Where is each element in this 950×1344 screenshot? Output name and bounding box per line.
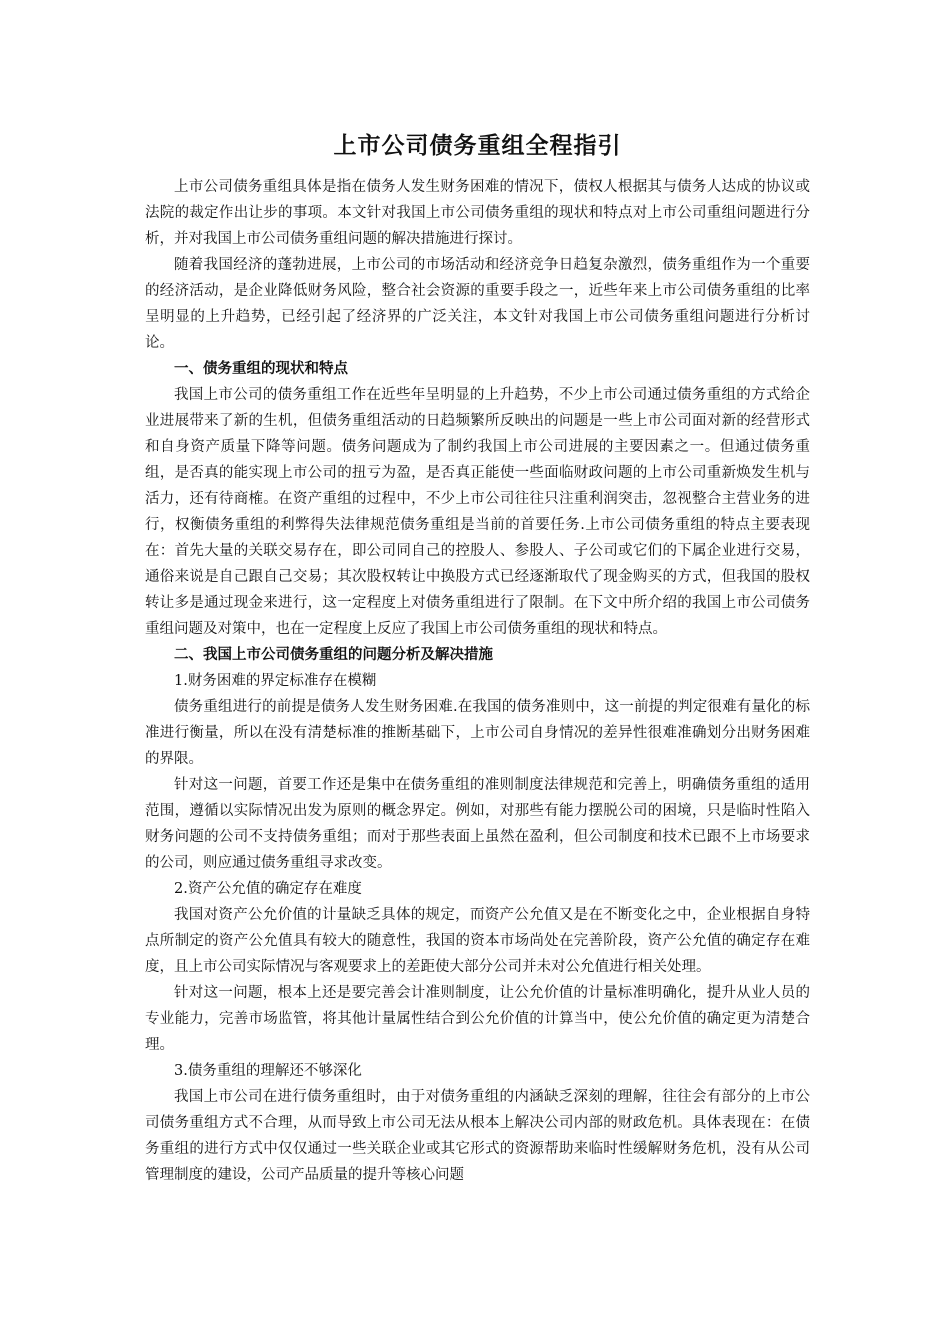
- body-paragraph: 随着我国经济的蓬勃进展，上市公司的市场活动和经济竞争日趋复杂激烈，债务重组作为一个重要的经济活动，是企业降低财务风险，整合社会资源的重要手段之一，近些年来上市公司债务重组的比率呈明显的上升趋势，已经引起了经济界的广泛关注，本文针对我国上市公司债务重组问题进行分析讨论。: [145, 257, 810, 351]
- body-paragraph: 我国上市公司的债务重组工作在近些年呈明显的上升趋势，不少上市公司通过债务重组的方式给企业进展带来了新的生机，但债务重组活动的日趋频繁所反映出的问题是一些上市公司面对新的经营形式和自身资产质量下降等问题。债务问题成为了制约我国上市公司进展的主要因素之一。但通过债务重组，是否真的能实现上市公司的扭亏为盈，是否真正能使一些面临财政问题的上市公司重新焕发生机与活力，还有待商榷。在资产重组的过程中，不少上市公司往往只注重利润突击，忽视整合主营业务的进行，权衡债务重组的利弊得失法律规范债务重组是当前的首要任务.上市公司债务重组的特点主要表现在：首先大量的关联交易存在，即公司同自己的控股人、参股人、子公司或它们的下属企业进行交易，通俗来说是自己跟自己交易；其次股权转让中换股方式已经逐渐取代了现金购买的方式，但我国的股权转让多是通过现金来进行，这一定程度上对债务重组进行了限制。在下文中所介绍的我国上市公司债务重组问题及对策中，也在一定程度上反应了我国上市公司债务重组的现状和特点。: [145, 387, 810, 637]
- body-paragraph: 债务重组进行的前提是债务人发生财务困难.在我国的债务准则中，这一前提的判定很难有量化的标准进行衡量，所以在没有清楚标准的推断基础下，上市公司自身情况的差异性很难准确划分出财务困难的界限。: [145, 699, 810, 767]
- body-paragraph: 我国上市公司在进行债务重组时，由于对债务重组的内涵缺乏深刻的理解，往往会有部分的上市公司债务重组方式不合理，从而导致上市公司无法从根本上解决公司内部的财政危机。具体表现在：在债务重组的进行方式中仅仅通过一些关联企业或其它形式的资源帮助来临时性缓解财务危机，没有从公司管理制度的建设，公司产品质量的提升等核心问题: [145, 1089, 810, 1183]
- body-paragraph: 针对这一问题，根本上还是要完善会计准则制度，让公允价值的计量标准明确化，提升从业人员的专业能力，完善市场监管，将其他计量属性结合到公允价值的计算当中，使公允价值的确定更为清楚合理。: [145, 985, 810, 1053]
- section-heading: 一、债务重组的现状和特点: [174, 360, 348, 377]
- section-heading: 二、我国上市公司债务重组的问题分析及解决措施: [174, 646, 493, 663]
- document-body: [145, 174, 810, 1188]
- subsection-heading: 1.财务困难的界定标准存在模糊: [174, 673, 377, 689]
- document-title: 上市公司债务重组全程指引: [333, 132, 622, 159]
- body-paragraph: 我国对资产公允价值的计量缺乏具体的规定，而资产公允值又是在不断变化之中，企业根据自身特点所制定的资产公允值具有较大的随意性，我国的资本市场尚处在完善阶段，资产公允值的确定存在难度，且上市公司实际情况与客观要求上的差距使大部分公司并未对公允值进行相关处理。: [145, 907, 810, 975]
- document-page: [145, 130, 810, 1188]
- body-paragraph: 针对这一问题，首要工作还是集中在债务重组的准则制度法律规范和完善上，明确债务重组的适用范围，遵循以实际情况出发为原则的概念界定。例如，对那些有能力摆脱公司的困境，只是临时性陷入财务问题的公司不支持债务重组；而对于那些表面上虽然在盈利，但公司制度和技术已跟不上市场要求的公司，则应通过债务重组寻求改变。: [145, 777, 810, 871]
- subsection-heading: 3.债务重组的理解还不够深化: [174, 1063, 362, 1079]
- body-paragraph: 上市公司债务重组具体是指在债务人发生财务困难的情况下，债权人根据其与债务人达成的协议或法院的裁定作出让步的事项。本文针对我国上市公司债务重组的现状和特点对上市公司重组问题进行分析，并对我国上市公司债务重组问题的解决措施进行探讨。: [145, 179, 810, 247]
- subsection-heading: 2.资产公允值的确定存在难度: [174, 881, 362, 897]
